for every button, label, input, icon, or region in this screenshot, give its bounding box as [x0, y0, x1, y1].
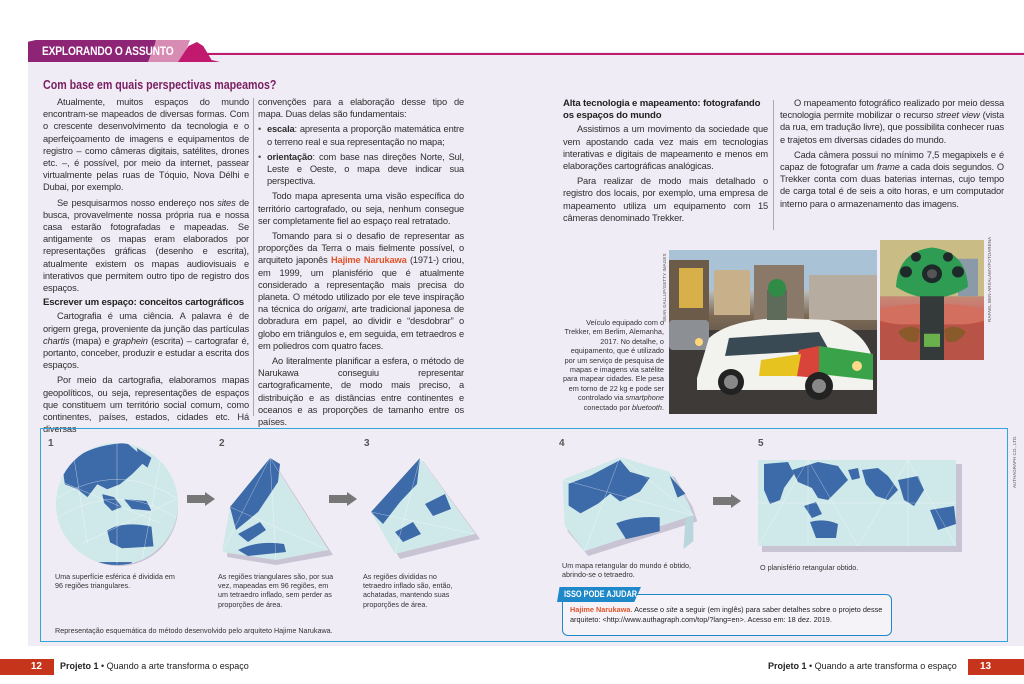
paragraph: Todo mapa apresenta uma visão específica do território cartografado, ou seja, nenhum consegue ser completamente fiel ao espaço real retratado. — [258, 191, 464, 226]
header-rule — [190, 53, 1024, 55]
photo-credit: SEAN GALLUP/GETTY IMAGES — [662, 253, 667, 322]
arrow-right-icon — [713, 494, 741, 508]
section-label: EXPLORANDO O ASSUNTO — [42, 44, 174, 58]
flattened-tetrahedron-illustration — [365, 454, 485, 564]
step-caption: O planisfério retangular obtido. — [760, 563, 859, 572]
running-footer-left: Projeto 1 • Quando a arte transforma o espaço — [60, 661, 249, 671]
paragraph: Cada câmera possui no mínimo 7,5 megapixels e é capaz de fotografar um frame a cada dois segundos. O Trekker conta com duas baterias internas, cujo tempo de carga total é de seis a oito horas, e um computador interno para o armazenamento das imagens. — [780, 149, 1004, 209]
column-divider — [253, 98, 254, 416]
column-divider — [773, 100, 774, 230]
paragraph: convenções para a elaboração desse tipo de mapa. Duas delas são fundamentais: — [258, 97, 464, 120]
step-number: 1 — [48, 438, 54, 449]
photo-caption: Veículo equipado com o Trekker, em Berlim, Alemanha, 2017. No detalhe, o equipamento, que é utilizado por um serviço de pesquisa de mapas e imagens via satélite para mapear cidades. Ele pesa em torno de 22 kg e pode ser controlado via smartphone conectado por bluetooth. — [562, 318, 664, 412]
page-title: Com base em quais perspectivas mapeamos? — [43, 77, 277, 92]
paragraph: Atualmente, muitos espaços do mundo encontram-se mapeados de diversas formas. Com o crescente desenvolvimento da tecnologia e o aperfeiçoamento de imagens e equipamentos de registro – como câmeras digitais, satélites, drones etc. –, é possível, por meio da internet, passear virtualmente pelas ruas de Tóquio, Nova Délhi e Dubai, por exemplo. — [43, 97, 249, 193]
page-number-right: 13 — [968, 659, 1024, 675]
arrow-right-icon — [187, 492, 215, 506]
page-number-left: 12 — [0, 659, 54, 675]
paragraph: Cartografia é uma ciência. A palavra é de origem grega, proveniente da junção das partículas chartis (mapa) e graphein (escrita) – cartografar é, portanto, conceber, produzir e estudar a escrita dos espaços. — [43, 311, 249, 371]
bullet-item: • escala: apresenta a proporção matemática entre o terreno real e sua representação no mapa; — [258, 123, 464, 147]
step-caption: As regiões triangulares são, por sua vez, mapeadas em 96 regiões, em um tetraedro inflado, sem perder as proporções de área. — [218, 572, 334, 609]
step-number: 2 — [219, 438, 225, 449]
highlighted-name: Hajime Narukawa — [330, 255, 407, 266]
text-column-4 — [780, 97, 1004, 213]
text-column-3 — [563, 97, 768, 227]
paragraph: Para realizar de modo mais detalhado o registro dos locais, por exemplo, uma empresa de mapeamento utiliza um equipamento com 15 câmeras denominado Trekker. — [563, 176, 768, 223]
help-label: ISSO PODE AJUDAR — [564, 589, 638, 599]
subheading: Alta tecnologia e mapeamento: fotografando os espaços do mundo — [563, 98, 761, 122]
paragraph: O mapeamento fotográfico realizado por meio dessa tecnologia permite mobilizar o recurso street view (vista da rua, em tradução livre), que possibilita conhecer ruas e trajetos em diversas cidades do mundo. — [780, 98, 1004, 145]
running-footer-right: Projeto 1 • Quando a arte transforma o espaço — [768, 661, 957, 671]
bullet-list — [258, 123, 464, 187]
diagram-caption: Representação esquemática do método desenvolvido pelo arquiteto Hajime Narukawa. — [55, 626, 333, 635]
step-number: 4 — [559, 438, 565, 449]
step-caption: Um mapa retangular do mundo é obtido, abrindo-se o tetraedro. — [562, 561, 692, 580]
text-column-1 — [43, 96, 249, 438]
text-column-2 — [258, 96, 464, 431]
photo-credit: RAFAEL BEN-ARI/ALAMY/FOTOARENA — [987, 236, 992, 322]
street-view-car-photo — [669, 250, 877, 414]
globe-illustration — [52, 440, 182, 568]
external-link[interactable]: a seguir (em inglês) para saber detalhes sobre o projeto desse arquiteto: <http://www.authagraph.com/top/?lang=en>. Acesso em: 18 dez. 2019. — [570, 605, 883, 624]
paragraph: Por meio da cartografia, elaboramos mapas geopolíticos, ou seja, representações de espaços que constituem um território social comum, como continentes, países, estados, cidades etc. Há diversas — [43, 375, 249, 435]
trekker-camera-photo — [880, 240, 984, 360]
step-caption: As regiões divididas no tetraedro inflado são, então, achatadas, mantendo suas proporções de área. — [363, 572, 453, 609]
help-text: Hajime Narukawa. Acesse o site a seguir (em inglês) para saber detalhes sobre o projeto desse arquiteto: <http://www.authagraph.com/top/?lang=en>. Acesso em: 18 dez. 2019. — [570, 605, 883, 624]
paragraph: Tomando para si o desafio de representar as proporções da Terra o mais fielmente possível, o arquiteto japonês Hajime Narukawa (1971-) criou, em 1999, um planisfério que é atualmente considerado a representação mais precisa do planeta. O método utilizado por ele teve inspiração na técnica do origami, arte tradicional japonesa de dobradura em papel, ao dividir e “desdobrar” o globo em triângulos e, em seguida, em tetraedros e em poliedros com quatro faces. — [258, 231, 465, 351]
bullet-item: • orientação: com base nas direções Norte, Sul, Leste e Oeste, o mapa deve indicar sua perspectiva. — [258, 151, 464, 188]
paragraph: Ao literalmente planificar a esfera, o método de Narukawa conseguiu representar cartograficamente, de modo mais preciso, a distribuição e as distâncias entre continentes e oceanos e as proporções de tamanho entre os países. — [258, 356, 464, 428]
step-number: 5 — [758, 438, 764, 449]
inflated-tetrahedron-illustration — [218, 452, 343, 567]
arrow-right-icon — [329, 492, 357, 506]
opened-tetrahedron-illustration — [560, 454, 700, 558]
step-number: 3 — [364, 438, 370, 449]
paragraph: Se pesquisarmos nosso endereço nos sites de busca, provavelmente nossa própria rua e nossa casa estarão fotografadas e mapeadas. Se antigamente os mapas eram elaborados por representações gráficas (desenho e escrita), atualmente existem os mapas audiovisuais e interativos que permitem outro tipo de registro dos espaços. — [43, 197, 249, 294]
step-caption: Uma superfície esférica é dividida em 96 regiões triangulares. — [55, 572, 175, 591]
subheading: Escrever um espaço: conceitos cartográficos — [43, 297, 244, 309]
paragraph: Assistimos a um movimento da sociedade que vem apostando cada vez mais em tecnologias interativas e digitais de mapeamento e menos em elaborações cartográficas analógicas. — [563, 124, 768, 172]
diagram-credit: AUTHAGRAPH CO., LTD. — [1012, 435, 1017, 488]
authagraph-world-map — [758, 460, 962, 556]
